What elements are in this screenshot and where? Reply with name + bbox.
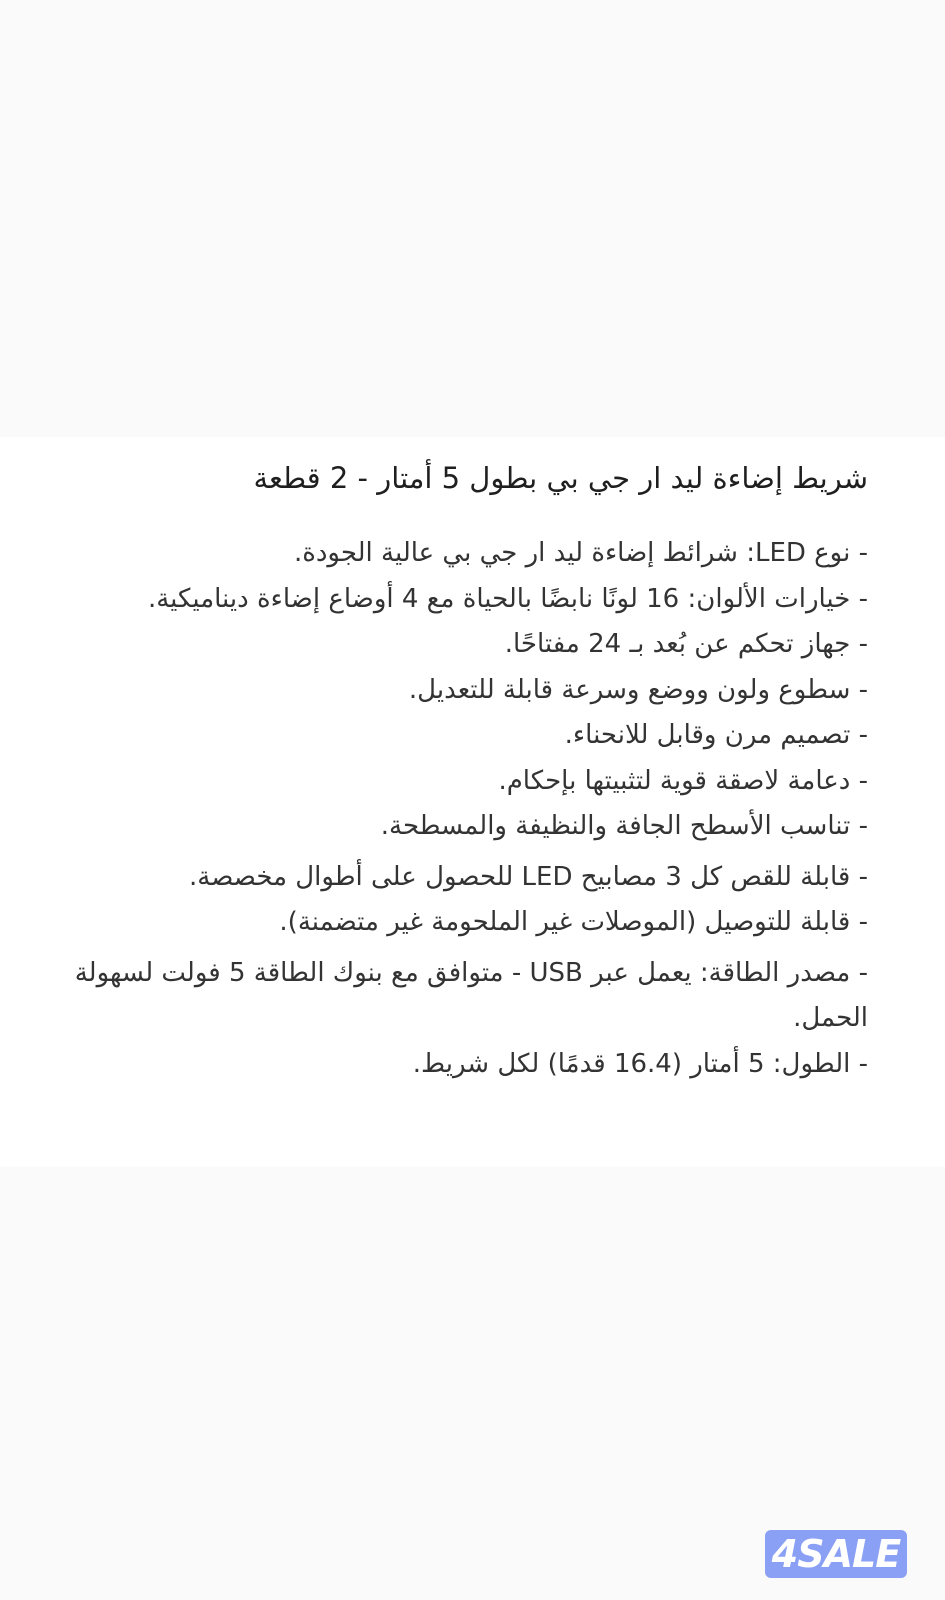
description-line-remote: - جهاز تحكم عن بُعد بـ 24 مفتاحًا.: [504, 629, 868, 659]
description-line-adhesive: - دعامة لاصقة قوية لتثبيتها بإحكام.: [498, 765, 868, 796]
image-placeholder-area: [0, 0, 945, 437]
4sale-watermark-logo: [765, 1530, 907, 1578]
description-line-adjustable: - سطوع ولون ووضع وسرعة قابلة للتعديل.: [408, 674, 868, 705]
description-line-flexible: - تصميم مرن وقابل للانحناء.: [564, 720, 868, 750]
description-line-color-options: - خيارات الألوان: 16 لونًا نابضًا بالحياة مع 4 أوضاع إضاءة ديناميكية.: [147, 583, 868, 614]
description-line-length: - الطول: 5 أمتار (16.4 قدمًا) لكل شريط.: [412, 1048, 868, 1079]
listing-title: شريط إضاءة ليد ار جي بي بطول 5 أمتار - 2 قطعة: [253, 461, 868, 495]
description-line-cuttable: - قابلة للقص كل 3 مصابيح LED للحصول على أطوال مخصصة.: [189, 861, 868, 892]
description-list: [38, 531, 868, 1087]
watermark-text: 4SALE: [771, 1532, 901, 1576]
listing-description-card: [0, 437, 945, 1167]
description-line-power-source: - مصدر الطاقة: يعمل عبر USB - متوافق مع بنوك الطاقة 5 فولت لسهولة الحمل.: [74, 957, 868, 1033]
description-line-led-type: - نوع LED: شرائط إضاءة ليد ار جي بي عالية الجودة.: [293, 538, 868, 568]
description-line-surfaces: - تناسب الأسطح الجافة والنظيفة والمسطحة.: [380, 811, 868, 841]
listing-content: [38, 455, 868, 1087]
description-line-connectable: - قابلة للتوصيل (الموصلات غير الملحومة غير متضمنة).: [279, 907, 868, 937]
